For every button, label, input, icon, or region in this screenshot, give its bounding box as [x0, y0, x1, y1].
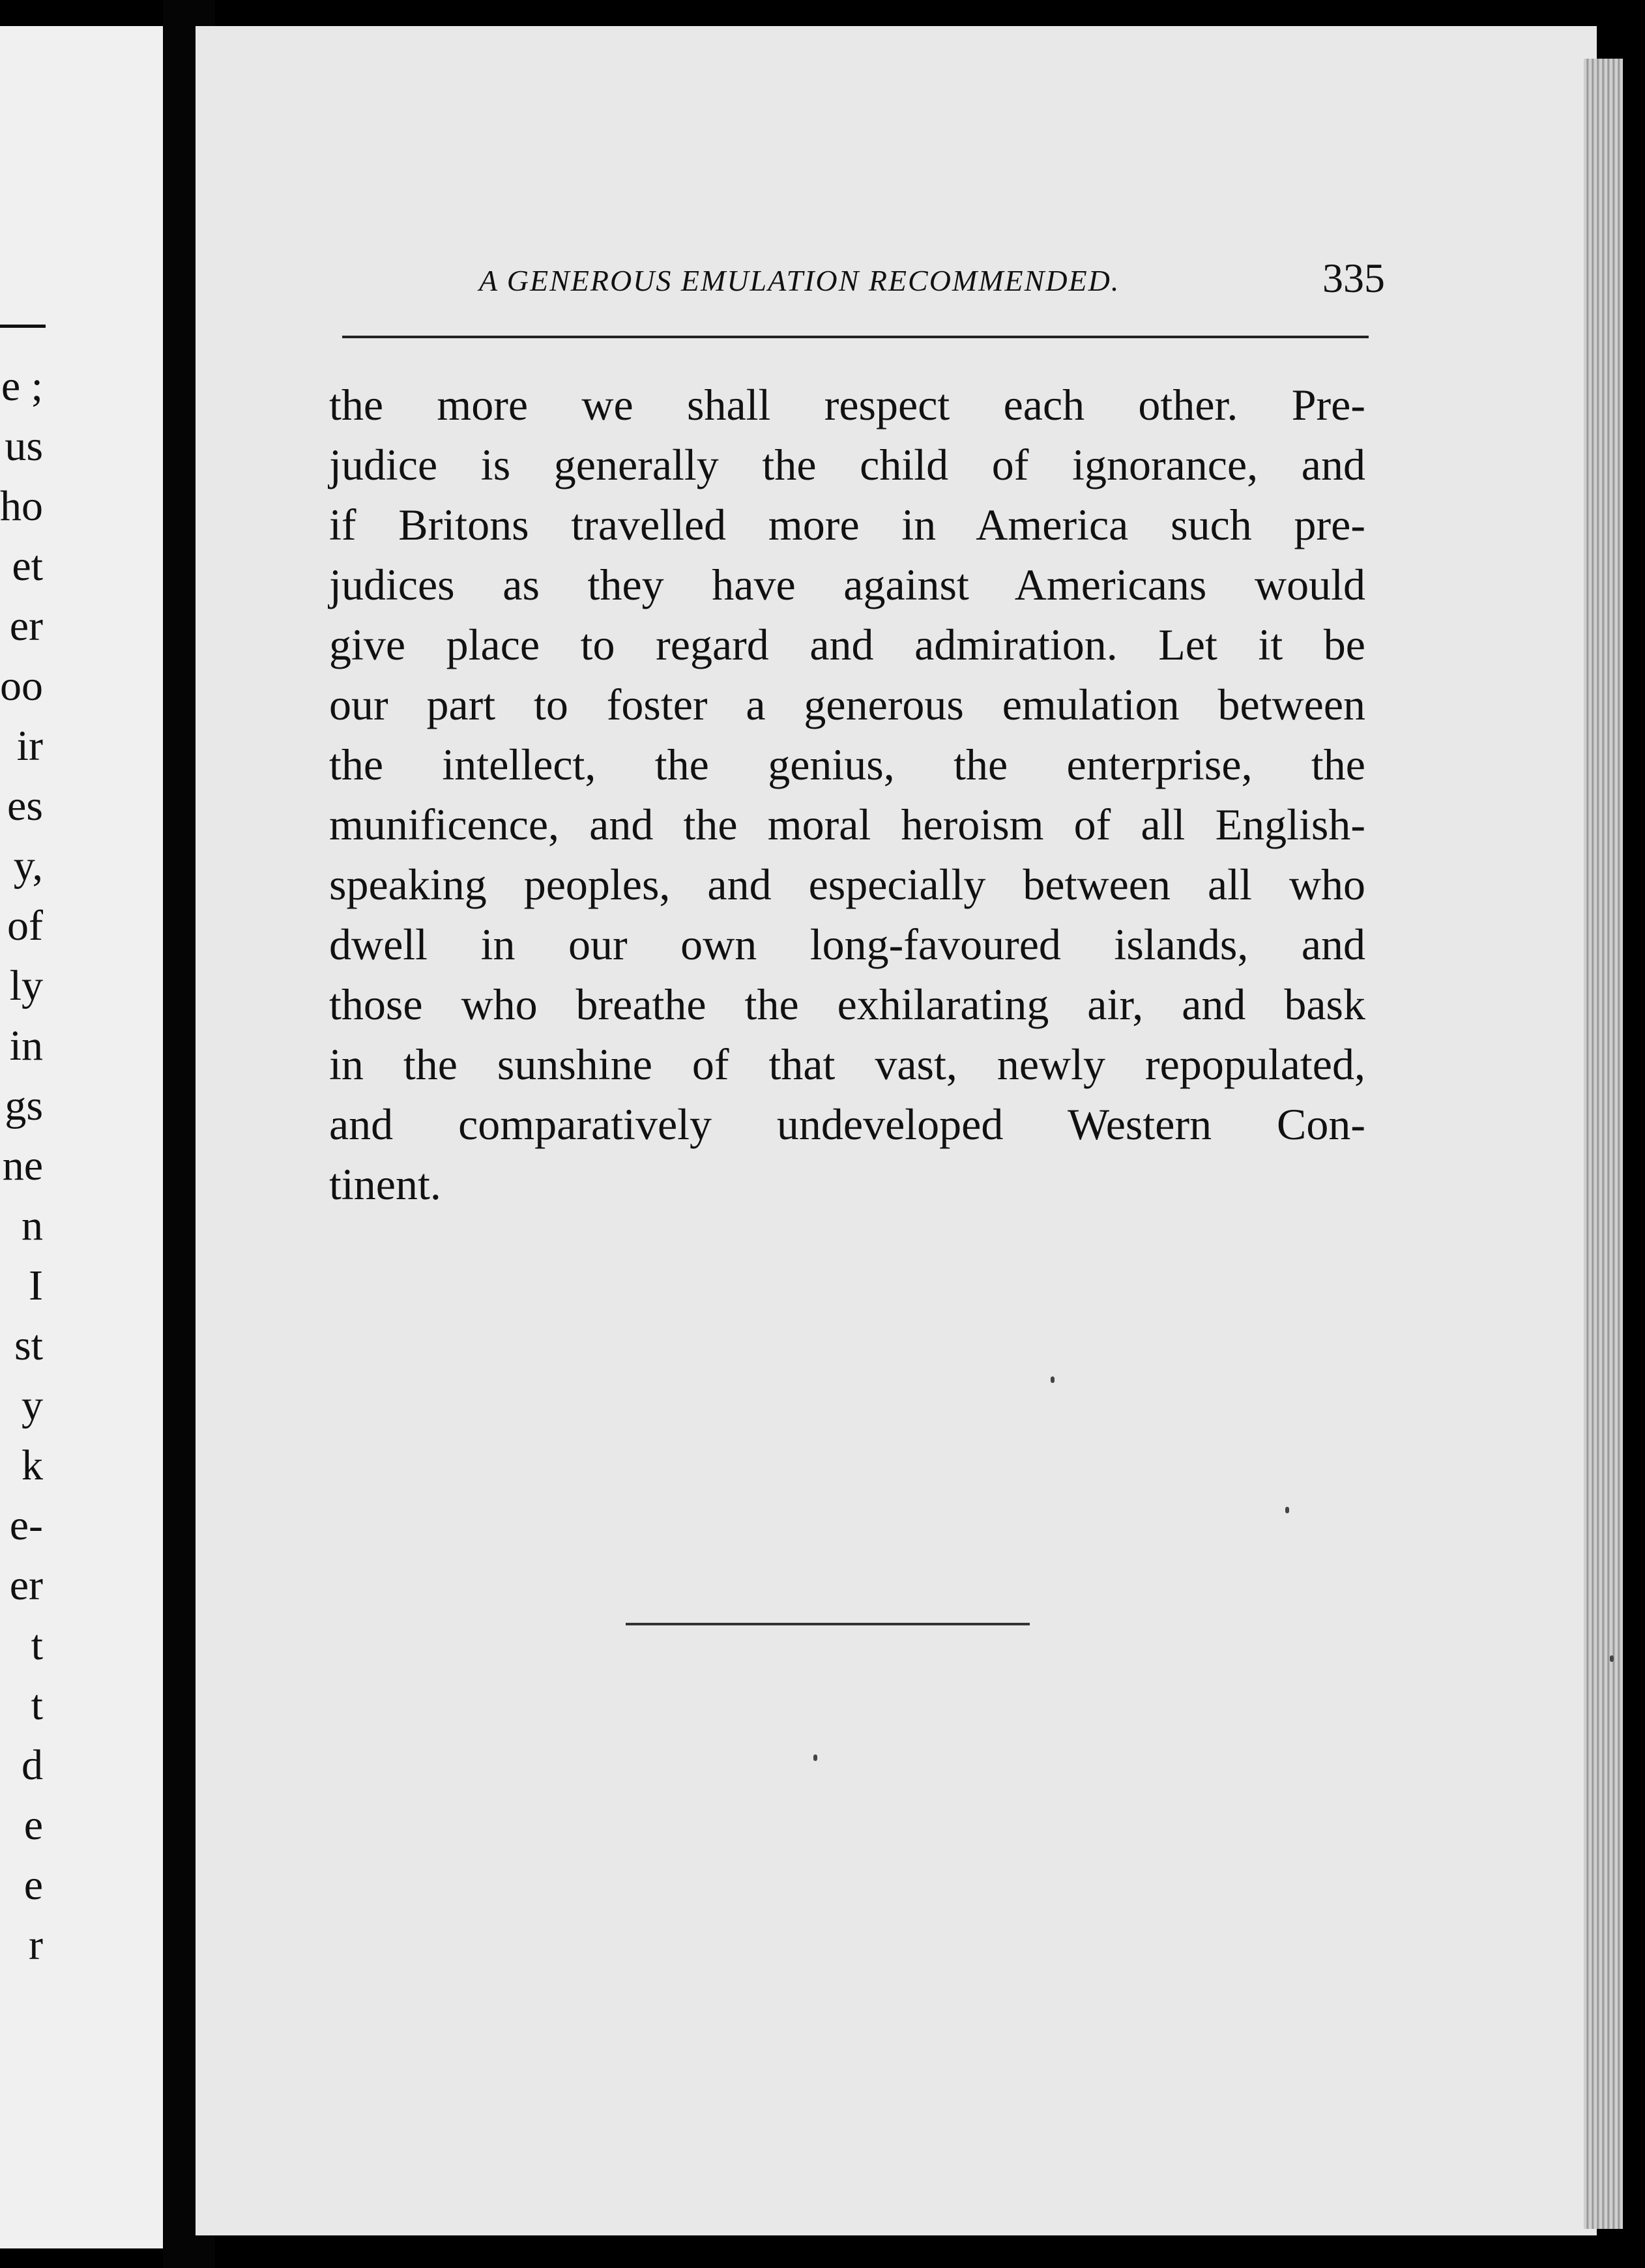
- facing-page-line-fragment: e ;: [1, 362, 43, 410]
- facing-page-line-fragment: t: [31, 1621, 43, 1669]
- text-line: tinent.: [329, 1159, 441, 1209]
- facing-page-line-fragment: gs: [5, 1082, 43, 1129]
- end-rule: [626, 1623, 1030, 1625]
- text-line: if Britons travelled more in America such pre-: [329, 500, 1365, 549]
- facing-page-line-fragment: ho: [0, 482, 43, 530]
- running-head: [479, 254, 1385, 306]
- ink-speck: [1051, 1376, 1055, 1383]
- facing-page-line-fragment: t: [31, 1681, 43, 1729]
- facing-page-line-fragment: oo: [0, 662, 43, 710]
- facing-page-line-fragment: y,: [13, 842, 43, 890]
- facing-page-line-fragment: ly: [9, 962, 43, 1010]
- facing-page-line-fragment: d: [22, 1741, 43, 1789]
- facing-page-line-fragment: in: [9, 1022, 43, 1069]
- text-line: give place to regard and admiration. Let it be: [329, 620, 1365, 669]
- text-line: judices as they have against Americans would: [329, 560, 1365, 609]
- text-line: judice is generally the child of ignorance, and: [329, 440, 1365, 489]
- facing-page-line-fragment: I: [29, 1262, 43, 1309]
- facing-page-line-fragment: r: [29, 1921, 43, 1969]
- facing-page-line-fragment: ne: [2, 1142, 43, 1189]
- facing-page-line-fragment: k: [22, 1442, 43, 1489]
- facing-page-line-fragment: e: [23, 1861, 43, 1909]
- facing-page-rule: [0, 325, 46, 328]
- text-line: munificence, and the moral heroism of all English-: [329, 800, 1365, 849]
- body-paragraph: [329, 375, 1365, 1214]
- page-edges: [1584, 59, 1623, 2229]
- facing-page-line-fragment: e: [23, 1801, 43, 1849]
- facing-page-line-fragment: n: [22, 1202, 43, 1249]
- facing-page-line-fragment: er: [9, 602, 43, 650]
- text-line: our part to foster a generous emulation between: [329, 680, 1365, 729]
- text-line: dwell in our own long-favoured islands, and: [329, 920, 1365, 969]
- ink-speck: [1285, 1507, 1289, 1513]
- facing-page-line-fragment: er: [9, 1562, 43, 1609]
- text-line: and comparatively undeveloped Western Con-: [329, 1099, 1365, 1149]
- facing-page-line-fragment: es: [7, 782, 43, 830]
- ink-speck: [813, 1754, 817, 1761]
- facing-page-line-fragment: et: [12, 542, 43, 590]
- header-rule: [342, 336, 1369, 338]
- facing-page-line-fragment: of: [7, 902, 43, 950]
- ink-speck: [1610, 1655, 1614, 1662]
- text-line: the more we shall respect each other. Pre-: [329, 380, 1365, 429]
- running-title: A GENEROUS EMULATION RECOMMENDED.: [479, 264, 1120, 297]
- facing-page-line-fragment: e-: [9, 1502, 43, 1549]
- text-line: speaking peoples, and especially between all who: [329, 860, 1365, 909]
- text-line: those who breathe the exhilarating air, and bask: [329, 980, 1365, 1029]
- text-line: in the sunshine of that vast, newly repopulated,: [329, 1040, 1365, 1089]
- page-number: 335: [1322, 255, 1385, 301]
- text-line: the intellect, the genius, the enterprise, the: [329, 740, 1365, 789]
- facing-page-line-fragment: st: [14, 1322, 43, 1369]
- facing-page: [0, 26, 163, 2248]
- facing-page-line-fragment: us: [5, 422, 43, 470]
- facing-page-line-fragment: ir: [16, 722, 43, 770]
- facing-page-line-fragment: y: [22, 1382, 43, 1429]
